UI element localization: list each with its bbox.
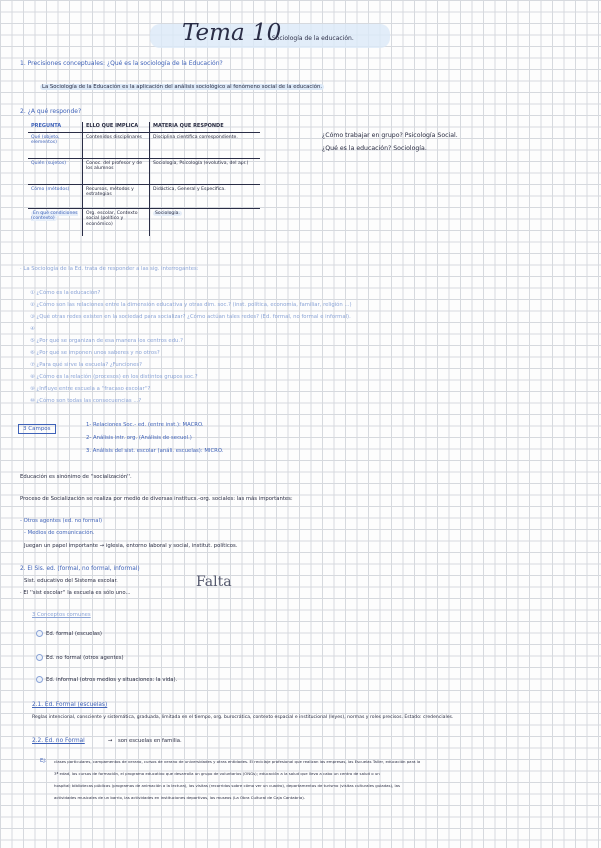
section-2b-heading: 2. El Sis. ed. (formal, no formal, informal) <box>20 566 140 572</box>
table-cell: Quién (sujetos) <box>31 160 66 166</box>
table-cell: Cómo (métodos) <box>31 186 70 192</box>
agente-item: Juegan un papel importante → iglesia, entorno laboral y social, institut. políticos. <box>24 543 238 549</box>
table-cell: Disciplina científica correspondiente. <box>153 134 238 140</box>
concepto-item: Ed. informal (otros medios y situaciones: la vida). <box>36 676 177 684</box>
table-cell: Sociología, Psicología (evolutiva, del apr.) <box>153 160 249 166</box>
section-2-1-text: Reglas intencional, consciente y sistemática, graduada, limitada en el tiempo, org. burocrática, contexto espacial e institucional (leyes), normas y roles precisos. Estado: credenciales. <box>32 715 454 720</box>
circle-icon <box>36 630 43 637</box>
table-row <box>28 208 260 236</box>
concepto-item: Ed. no formal (otros agentes) <box>36 654 124 662</box>
falta-note: Falta <box>196 574 232 590</box>
section-1-heading: 1. Precisiones conceptuales: ¿Qué es la sociología de la Educación? <box>20 60 223 67</box>
ejemplos-line: 3ª edad, los cursos de formación, el programa educativo que desarrolla un grupo de voluntarios (ONGs); educación a la salud que lleva a cabo un centro de salud o un <box>54 771 380 776</box>
ejemplos-label: Ej: <box>40 758 47 764</box>
table-cell: Conoc. del profesor y de los alumnos <box>83 158 150 184</box>
table-cell: Sociología. <box>155 210 180 216</box>
proceso-text: Proceso de Socialización se realiza por medio de diversas institucs.-org. sociales: las más importantes: <box>20 496 293 502</box>
table-header: PREGUNTA <box>31 123 62 129</box>
table-cell: Qué (objeto, elementos) <box>31 134 60 146</box>
table-row <box>28 158 260 184</box>
sinonimo-text: Educación es sinónimo de ''socialización''. <box>20 474 132 480</box>
conceptos-heading: 3 Conceptos comunes <box>32 612 91 618</box>
circle-icon <box>36 654 43 661</box>
question-item: ⑥ ¿Por qué se imponen unos saberes y no otros? <box>30 350 160 356</box>
campo-item: 3. Análisis del sist. escolar (análi. escuelas): MICRO. <box>86 448 224 454</box>
section-2-1-heading: 2.1. Ed. Formal (escuelas) <box>32 702 108 708</box>
section-2b-line-2: · El ''sist escolar'' la escuela es sólo uno... <box>20 590 131 596</box>
side-question-1: ¿Cómo trabajar en grupo? Psicología Social. <box>322 132 458 139</box>
table-header-row <box>28 122 260 132</box>
campo-item: 1- Relaciones Soc.- ed. (entre inst.): MACRO. <box>86 422 204 428</box>
question-item: ③ ¿Qué otras redes existen en la sociedad para socializar? ¿Cómo actúan tales redes? (Ed. formal, no formal e informal). <box>30 314 351 320</box>
section-2-heading: 2. ¿A qué responde? <box>20 108 82 115</box>
question-item: ② ¿Cómo son las relaciones entre la dimensión educativa y otras dim. soc.? (inst. política, economía, familiar, religión ...) <box>30 302 352 308</box>
interrogantes-intro: · La Sociología de la Ed. trata de responder a las sig. interrogantes: <box>20 266 199 272</box>
side-question-2: ¿Qué es la educación? Sociología. <box>322 145 427 152</box>
section-1-definition: La Sociología de la Educación es la aplicación del análisis sociológico al fenómeno social de la educación. <box>42 84 323 90</box>
section-2-2-text: son escuelas en familia. <box>118 738 182 744</box>
concepto-item: Ed. formal (escuelas) <box>36 630 102 638</box>
agente-item: - Otros agentes (ed. no formal) <box>20 518 103 524</box>
campos-box: 3 Campos <box>18 424 56 434</box>
ejemplos-line: clases particulares, campamentos de verano, cursos de verano de universidades y otras entidades. El reciclaje profesional que realizan las empresas, las Escuelas Taller, educación para la <box>54 759 421 764</box>
circle-icon <box>36 676 43 683</box>
question-item: ⑦ ¿Para qué sirve la escuela? ¿Funciones? <box>30 362 142 368</box>
table-header: ELLO QUE IMPLICA <box>83 122 150 132</box>
questions-table <box>28 122 260 236</box>
table-header: MATERIA QUE RESPONDE <box>153 123 224 129</box>
table-row <box>28 184 260 208</box>
question-item: ⑤ ¿Por qué se organizan de esa manera los centros edu.? <box>30 338 183 344</box>
table-cell: Org. escolar, Contexto social (político y económico) <box>83 208 150 236</box>
table-row <box>28 132 260 158</box>
section-2-2-heading: 2.2. Ed. no Formal <box>32 738 85 744</box>
question-item: ① ¿Cómo es la educación? <box>30 290 101 296</box>
ejemplos-line: hospital; bibliotecas públicas (programas de animación a la lectura), las visitas (recorridos sobre cómo ver un cuadro), departamentos de turismo (visitas culturales guiadas), las <box>54 783 401 788</box>
campo-item: 2- Análisis intr. org. (Análisis de secuel.) <box>86 435 192 441</box>
page-title: Tema 10 <box>182 20 282 46</box>
table-cell: En qué condiciones (contexto) <box>31 210 78 222</box>
table-cell: Recursos, métodos y estrategias <box>83 184 150 208</box>
question-item: ④ <box>30 326 35 332</box>
ejemplos-line: actividades musicales de un barrio, las actividades en instituciones deportivas, los museos (La Obra Cultural de Caja Cantabria). <box>54 795 305 800</box>
question-item: ⑨ ¿Influye entre escuela a ''fracaso escolar''? <box>30 386 151 392</box>
agente-item: - Medios de comunicación. <box>24 530 95 536</box>
page-subtitle: : Sociología de la educación. <box>268 35 354 42</box>
table-cell: Contenidos disciplinares <box>83 132 150 158</box>
question-item: ⑩ ¿Cómo son todas las consecuencias ...? <box>30 398 142 404</box>
arrow-icon: → <box>108 738 113 744</box>
question-item: ⑧ ¿Cómo es la relación (procesos) en los distintos grupos soc.? <box>30 374 198 380</box>
table-cell: Didáctica, General y Específica. <box>153 186 226 192</box>
section-2b-line-1: Sist. educativo del Sistema escolar. <box>24 578 118 584</box>
